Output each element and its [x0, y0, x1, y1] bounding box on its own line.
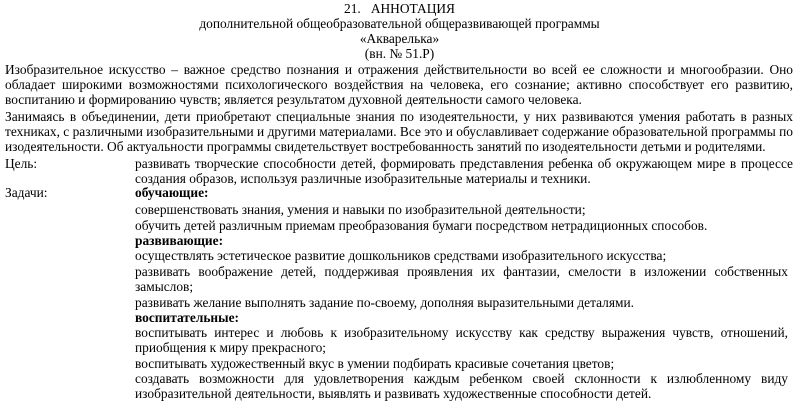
task-item: развивать воображение детей, поддерживая проявления их фантазии, смелости в изложении собственных замыслов; — [135, 264, 788, 295]
intro-paragraph-2: Занимаясь в объединении, дети приобретают специальные знания по изодеятельности, у них развиваются умения работать в разных техниках, с различными изобразительными и другими материалами. Все это и обуславливает содержание образовательной программы по изодеятельности. Об актуальности программы свидетельствует востребованность занятий по изодеятельности детьми и родителями. — [5, 109, 793, 155]
task-item: обучить детей различным приемам преобразования бумаги посредством нетрадиционных способов. — [135, 218, 708, 233]
task-item: осуществлять эстетическое развитие дошкольников средствами изобразительного искусства; — [135, 248, 667, 263]
tasks-label: Задачи: — [5, 185, 48, 200]
task-item: воспитывать интерес и любовь к изобразительному искусству как средству выражения чувств, отношений, приобщения к миру прекрасного; — [135, 325, 788, 356]
program-version: (вн. № 51.Р) — [364, 46, 435, 61]
task-item: воспитывать художественный вкус в умении подбирать красивые сочетания цветов; — [135, 356, 615, 371]
header-subtitle: дополнительной общеобразовательной общеразвивающей программы — [199, 16, 600, 31]
task-item: создавать возможности для удовлетворения каждым ребенком своей склонности к излюбленному виду изобразительной деятельности, выявлять и развивать художественные способности детей. — [135, 371, 788, 402]
task-group-heading-developing: развивающие: — [135, 233, 224, 248]
task-group-heading-educational: воспитательные: — [135, 310, 239, 325]
intro-paragraph-1: Изобразительное искусство – важное средство познания и отражения действительности во всей ее сложности и многообразии. Оно обладает широкими возможностями психологического воздействия на человека, его сознание; активно способствует его развитию, воспитанию и формированию чувств; является результатом духовной деятельности самого человека. — [5, 62, 793, 108]
program-name: «Акварелька» — [359, 31, 440, 46]
task-item: совершенствовать знания, умения и навыки по изобразительной деятельности; — [135, 202, 586, 217]
section-number: 21. — [344, 1, 361, 16]
task-group-heading-teaching: обучающие: — [135, 185, 209, 200]
task-item: развивать желание выполнять задание по-своему, дополняя выразительными деталями. — [135, 295, 635, 310]
header-title-line — [0, 1, 799, 16]
goal-label: Цель: — [5, 156, 38, 171]
annotation-title: АННОТАЦИЯ — [370, 1, 455, 16]
goal-text: развивать творческие способности детей, формировать представления ребенка об окружающем мире в процессе создания образов, используя различные изобразительные материалы и техники. — [135, 156, 793, 187]
